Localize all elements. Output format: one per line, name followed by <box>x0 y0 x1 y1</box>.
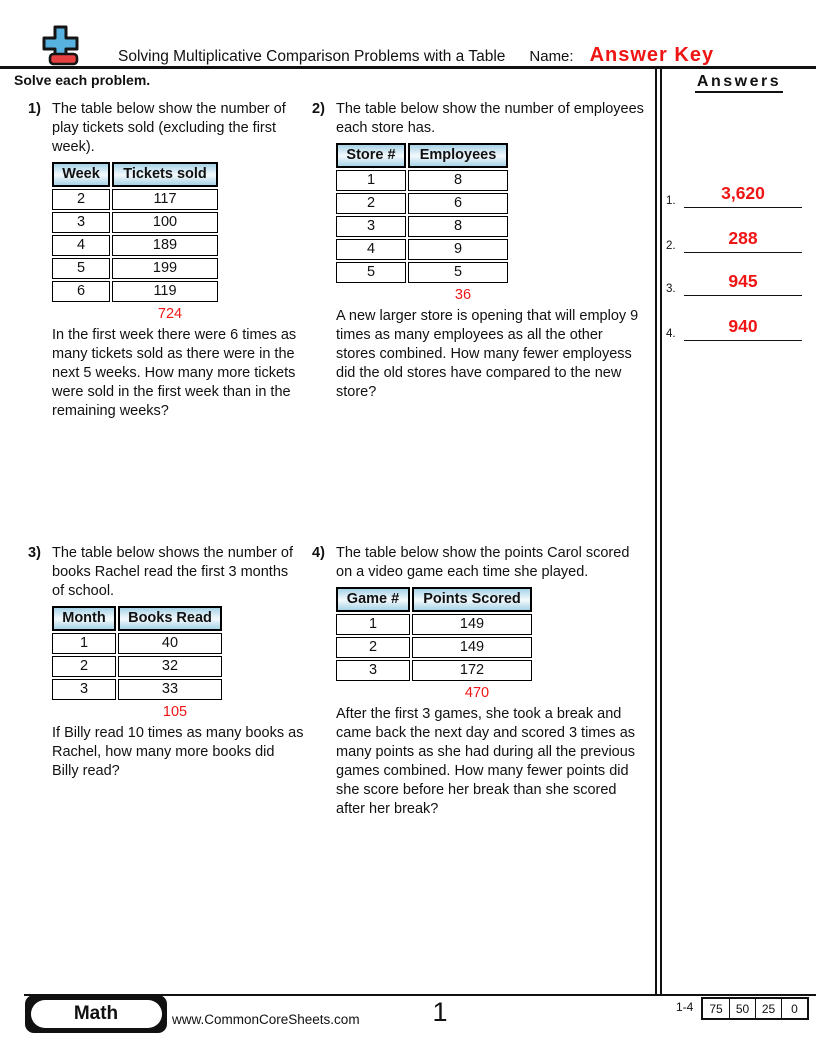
answer-value: 288 <box>684 228 802 253</box>
table-header-cell: Points Scored <box>412 587 532 612</box>
problem-number: 1) <box>28 101 41 117</box>
table-cell: 119 <box>112 281 218 302</box>
problem-intro: The table below show the number of employees each store has. <box>336 101 644 136</box>
data-table-week-tickets <box>50 160 220 304</box>
answer-number: 2. <box>666 240 676 252</box>
table-cell: 2 <box>336 637 410 658</box>
page-title: Solving Multiplicative Comparison Problems with a Table <box>118 48 506 65</box>
work-answer: 105 <box>162 704 188 720</box>
table-cell: 172 <box>412 660 532 681</box>
name-value-answer-key: Answer Key <box>589 44 715 66</box>
table-header-cell: Game # <box>336 587 410 612</box>
problem-question: In the first week there were 6 times as many tickets sold as there were in the next 5 weeks. How many more tickets were sold in the first week than in the remaining weeks? <box>52 327 297 419</box>
table-header-cell: Books Read <box>118 606 222 631</box>
table-header-cell: Tickets sold <box>112 162 218 187</box>
table-cell: 3 <box>52 212 110 233</box>
table-cell: 4 <box>52 235 110 256</box>
problem-question: A new larger store is opening that will employ 9 times as many employees as all the other stores combined. How many fewer employess did the old stores have compared to the new store? <box>336 308 639 400</box>
data-table-store-employees <box>334 141 510 285</box>
data-table-month-books <box>50 604 224 702</box>
work-answer: 470 <box>464 685 490 701</box>
score-range-label: 1-4 <box>676 1000 694 1014</box>
score-boxes <box>701 997 809 1020</box>
instruction-text: Solve each problem. <box>14 72 151 88</box>
score-box: 25 <box>755 999 781 1018</box>
table-cell: 199 <box>112 258 218 279</box>
header <box>118 44 714 67</box>
score-box: 75 <box>709 1001 723 1016</box>
table-cell: 2 <box>52 656 116 677</box>
work-answer: 36 <box>454 287 472 303</box>
page-number: 1 <box>432 997 448 1027</box>
table-cell: 33 <box>118 679 222 700</box>
answers-panel <box>662 69 816 994</box>
website-url: www.CommonCoreSheets.com <box>172 1012 360 1027</box>
table-cell: 117 <box>112 189 218 210</box>
problem-number: 3) <box>28 545 41 561</box>
problem-question: If Billy read 10 times as many books as Rachel, how many more books did Billy read? <box>52 725 304 779</box>
answers-title: Answers <box>662 73 816 91</box>
problem-intro: The table below show the points Carol scored on a video game each time she played. <box>336 545 630 580</box>
table-cell: 9 <box>408 239 508 260</box>
answer-number: 3. <box>666 283 676 295</box>
problem-4 <box>312 544 644 819</box>
table-cell: 189 <box>112 235 218 256</box>
answer-item-4 <box>666 305 802 341</box>
table-cell: 149 <box>412 614 532 635</box>
problem-1 <box>28 100 308 421</box>
table-header-cell: Store # <box>336 143 406 168</box>
answer-value: 3,620 <box>684 183 802 208</box>
table-cell: 5 <box>52 258 110 279</box>
score-box: 0 <box>781 999 807 1018</box>
answer-item-1 <box>666 172 802 208</box>
table-cell: 3 <box>336 660 410 681</box>
answer-value: 945 <box>684 271 802 296</box>
problem-question: After the first 3 games, she took a break and came back the next day and scored 3 times as many points as she had during all the previous games combined. How many fewer points did she score before her break than she scored after her break? <box>336 706 636 817</box>
answer-value: 940 <box>684 316 802 341</box>
table-header-cell: Week <box>52 162 110 187</box>
table-cell: 149 <box>412 637 532 658</box>
score-box: 50 <box>729 999 755 1018</box>
table-cell: 8 <box>408 170 508 191</box>
table-cell: 100 <box>112 212 218 233</box>
problem-3 <box>28 544 308 781</box>
table-cell: 1 <box>52 633 116 654</box>
subject-badge <box>25 995 167 1033</box>
table-cell: 3 <box>52 679 116 700</box>
table-header-cell: Month <box>52 606 116 631</box>
table-cell: 4 <box>336 239 406 260</box>
table-cell: 6 <box>408 193 508 214</box>
plus-minus-math-logo <box>42 25 80 67</box>
table-cell: 8 <box>408 216 508 237</box>
table-cell: 5 <box>408 262 508 283</box>
answer-item-3 <box>666 260 802 296</box>
table-header-cell: Employees <box>408 143 508 168</box>
name-label: Name: <box>529 48 574 65</box>
answer-number: 1. <box>666 195 676 207</box>
subject-badge-label: Math <box>31 1000 162 1028</box>
table-cell: 2 <box>336 193 406 214</box>
problem-intro: The table below show the number of play tickets sold (excluding the first week). <box>52 101 286 155</box>
table-cell: 5 <box>336 262 406 283</box>
data-table-game-points <box>334 585 534 683</box>
answer-item-2 <box>666 217 802 253</box>
answers-divider <box>655 69 662 994</box>
problem-2 <box>312 100 644 402</box>
problem-intro: The table below shows the number of books Rachel read the first 3 months of school. <box>52 545 293 599</box>
answer-number: 4. <box>666 328 676 340</box>
table-cell: 32 <box>118 656 222 677</box>
problem-number: 2) <box>312 101 325 117</box>
table-cell: 1 <box>336 170 406 191</box>
problem-number: 4) <box>312 545 325 561</box>
table-cell: 40 <box>118 633 222 654</box>
table-cell: 1 <box>336 614 410 635</box>
work-answer: 724 <box>157 306 183 322</box>
table-cell: 6 <box>52 281 110 302</box>
table-cell: 2 <box>52 189 110 210</box>
table-cell: 3 <box>336 216 406 237</box>
minus-icon <box>50 54 77 64</box>
